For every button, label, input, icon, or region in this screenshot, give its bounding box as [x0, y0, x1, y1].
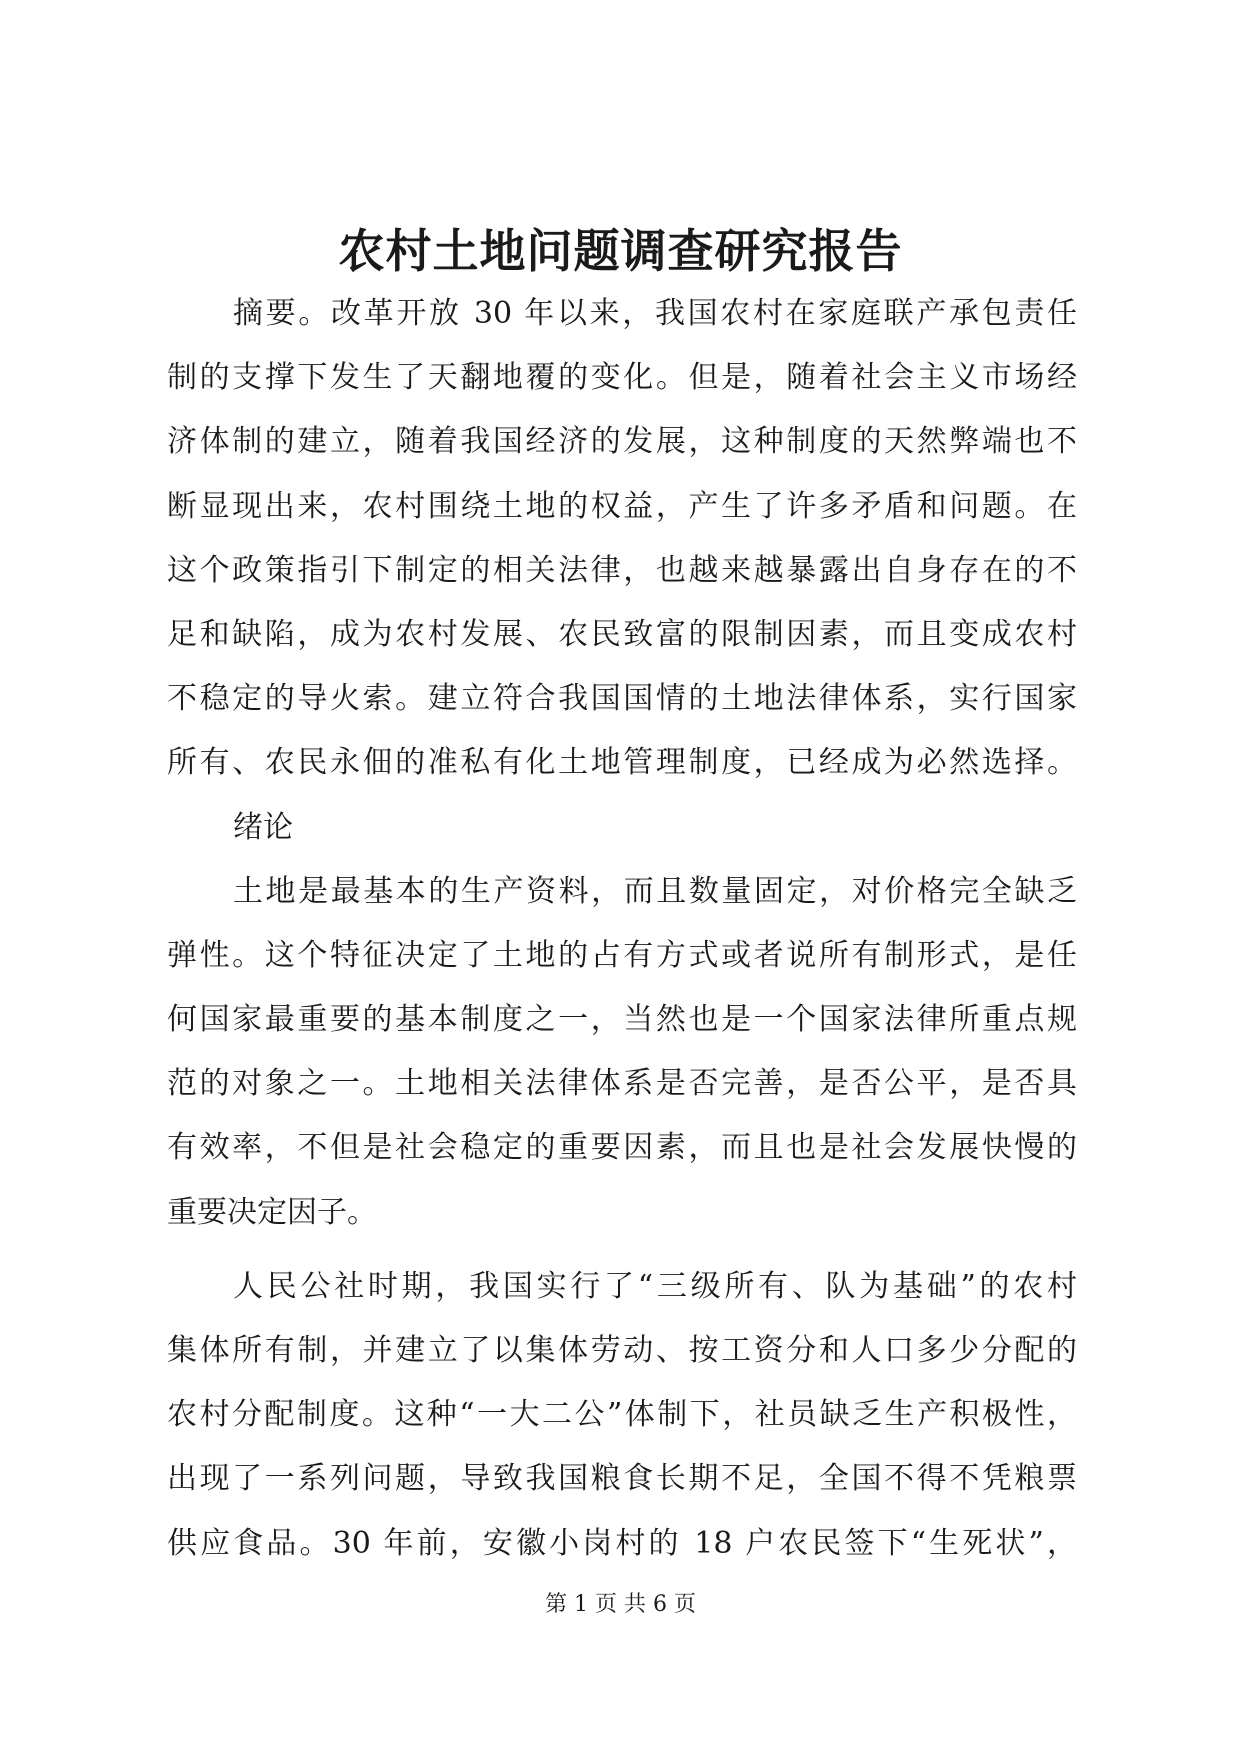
commune-line-1: 人民公社时期，我国实行了“三级所有、队为基础”的农村: [233, 1268, 1077, 1304]
abstract-line-7: 不稳定的导火索。建立符合我国国情的土地法律体系，实行国家: [167, 681, 1077, 717]
commune-line-2: 集体所有制，并建立了以集体劳动、按工资分和人口多少分配的: [167, 1333, 1077, 1368]
commune-line-5: 供应食品。30 年前，安徽小岗村的 18 户农民签下“生死状”，: [167, 1525, 1077, 1561]
abstract-line-4: 断显现出来，农村围绕土地的权益，产生了许多矛盾和问题。在: [167, 488, 1077, 524]
abstract-line-6: 足和缺陷，成为农村发展、农民致富的限制因素，而且变成农村: [167, 616, 1077, 652]
document-title: 农村土地问题调查研究报告: [338, 224, 903, 278]
commune-line-4: 出现了一系列问题，导致我国粮食长期不足，全国不得不凭粮票: [167, 1461, 1077, 1497]
intro-line-6: 重要决定因子。: [167, 1194, 377, 1230]
abstract-line-5: 这个政策指引下制定的相关法律，也越来越暴露出自身存在的不: [167, 552, 1077, 588]
intro-line-2: 弹性。这个特征决定了土地的占有方式或者说所有制形式，是任: [167, 937, 1077, 973]
document-body: [167, 282, 1077, 1576]
paragraph-gap: [167, 1245, 1077, 1255]
intro-line-4: 范的对象之一。土地相关法律体系是否完善，是否公平，是否具: [167, 1066, 1077, 1102]
page-number-footer: 第 1 页 共 6 页: [545, 1592, 696, 1617]
commune-line-3: 农村分配制度。这种“一大二公”体制下，社员缺乏生产积极性，: [167, 1397, 1077, 1433]
abstract-line-3: 济体制的建立，随着我国经济的发展，这种制度的天然弊端也不: [167, 424, 1077, 460]
intro-line-1: 土地是最基本的生产资料，而且数量固定，对价格完全缺乏: [233, 873, 1077, 909]
abstract-line-1: 摘要。改革开放 30 年以来，我国农村在家庭联产承包责任: [233, 296, 1077, 331]
section-heading-introduction: 绪论: [233, 809, 293, 845]
abstract-line-8: 所有、农民永佃的准私有化土地管理制度，已经成为必然选择。: [167, 745, 1077, 781]
intro-line-3: 何国家最重要的基本制度之一，当然也是一个国家法律所重点规: [167, 1002, 1077, 1038]
intro-line-5: 有效率，不但是社会稳定的重要因素，而且也是社会发展快慢的: [167, 1130, 1077, 1166]
abstract-line-2: 制的支撑下发生了天翻地覆的变化。但是，随着社会主义市场经: [167, 360, 1077, 396]
